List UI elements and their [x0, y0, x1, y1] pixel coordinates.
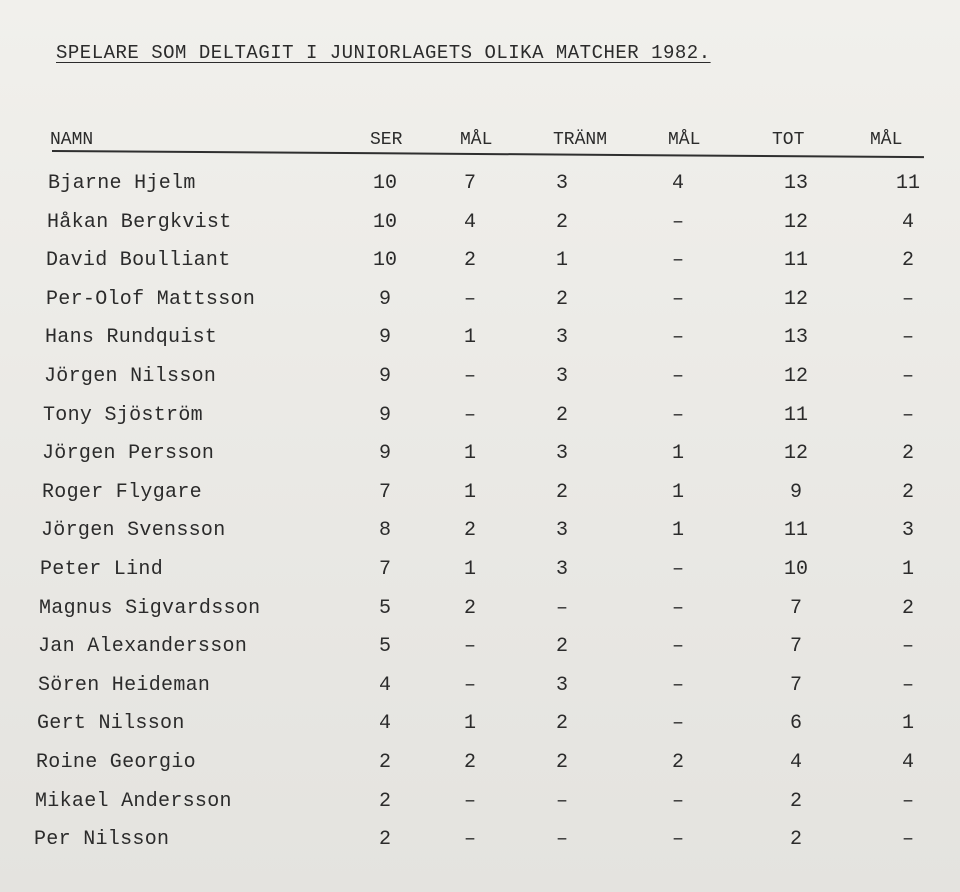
cell-tot: 2: [789, 789, 802, 813]
cell-tot: 2: [789, 828, 802, 852]
cell-tot: 12: [783, 210, 808, 234]
cell-mal2: 2: [671, 751, 684, 774]
cell-tranm: 2: [555, 712, 568, 736]
cell-tranm: 2: [555, 635, 568, 659]
cell-tot: 12: [783, 442, 808, 466]
cell-mal2: –: [671, 712, 684, 736]
player-name: Gert Nilsson: [37, 712, 185, 736]
cell-mal3: 11: [895, 172, 920, 195]
cell-mal3: –: [901, 828, 914, 852]
cell-tot: 13: [783, 326, 808, 350]
player-name: Jörgen Persson: [42, 442, 215, 466]
cell-tranm: 1: [555, 249, 568, 273]
cell-tranm: 3: [555, 519, 568, 543]
cell-tranm: –: [555, 828, 568, 852]
header-name: NAMN: [50, 130, 94, 150]
table-row: [0, 245, 960, 283]
cell-mal3: 1: [901, 712, 914, 736]
cell-tranm: 3: [555, 326, 568, 350]
cell-tot: 7: [789, 673, 802, 697]
cell-ser: 9: [378, 287, 391, 311]
cell-ser: 9: [378, 365, 391, 388]
player-name: Bjarne Hjelm: [48, 172, 196, 195]
table-row: [0, 284, 960, 322]
header-mal-2: MÅL: [668, 130, 701, 150]
cell-mal3: 2: [901, 596, 914, 620]
cell-mal1: 2: [463, 596, 476, 620]
cell-tranm: –: [555, 789, 568, 813]
cell-ser: 10: [372, 172, 397, 195]
player-name: Hans Rundquist: [45, 326, 218, 350]
cell-mal3: –: [901, 403, 914, 427]
table-row: [0, 708, 960, 746]
cell-tranm: 3: [555, 172, 568, 195]
table-row: [0, 168, 960, 206]
cell-mal1: –: [463, 673, 476, 697]
cell-mal3: –: [901, 326, 914, 350]
table-row: [0, 824, 960, 862]
cell-mal1: 1: [463, 712, 476, 736]
cell-mal2: –: [671, 403, 684, 427]
table-row: [0, 554, 960, 592]
cell-tot: 10: [783, 558, 808, 581]
cell-tot: 6: [789, 712, 802, 736]
table-row: [0, 207, 960, 245]
player-name: Håkan Bergkvist: [47, 210, 232, 234]
cell-mal3: 3: [901, 519, 914, 543]
table-header: [0, 120, 960, 154]
cell-mal1: 1: [463, 480, 476, 504]
table-row: [0, 747, 960, 785]
player-name: Mikael Andersson: [35, 789, 232, 813]
header-tot: TOT: [772, 130, 805, 150]
cell-mal1: 2: [463, 249, 476, 273]
cell-tranm: 2: [555, 751, 568, 774]
table-row: [0, 515, 960, 553]
cell-mal3: 2: [901, 249, 914, 273]
cell-ser: 2: [378, 828, 391, 852]
cell-mal1: 1: [463, 558, 476, 581]
cell-mal3: –: [901, 287, 914, 311]
cell-tranm: 2: [555, 403, 568, 427]
cell-ser: 4: [378, 673, 391, 697]
cell-tranm: 2: [555, 287, 568, 311]
cell-mal3: 4: [901, 751, 914, 774]
cell-mal3: 1: [901, 558, 914, 581]
cell-mal2: –: [671, 673, 684, 697]
cell-ser: 5: [378, 635, 391, 659]
cell-mal1: –: [463, 403, 476, 427]
table-row: [0, 400, 960, 438]
cell-mal2: 4: [671, 172, 684, 195]
cell-mal2: 1: [671, 442, 684, 466]
player-name: David Boulliant: [46, 249, 231, 273]
header-ser: SER: [370, 130, 403, 150]
cell-mal1: –: [463, 287, 476, 311]
player-name: Per Nilsson: [34, 828, 170, 852]
cell-mal1: 2: [463, 519, 476, 543]
cell-mal2: –: [671, 210, 684, 234]
cell-mal2: –: [671, 287, 684, 311]
cell-mal3: –: [901, 673, 914, 697]
cell-mal3: –: [901, 635, 914, 659]
table-row: [0, 786, 960, 824]
cell-ser: 9: [378, 442, 391, 466]
cell-mal2: –: [671, 828, 684, 852]
cell-tot: 11: [783, 403, 808, 427]
cell-tot: 12: [783, 365, 808, 388]
cell-mal1: 7: [463, 172, 476, 195]
cell-tot: 7: [789, 596, 802, 620]
cell-tot: 12: [783, 287, 808, 311]
table-row: [0, 593, 960, 631]
header-mal-1: MÅL: [460, 130, 493, 150]
cell-mal2: –: [671, 789, 684, 813]
cell-ser: 10: [372, 210, 397, 234]
table-row: [0, 670, 960, 708]
player-name: Roger Flygare: [42, 480, 202, 504]
cell-ser: 9: [378, 326, 391, 350]
cell-mal2: –: [671, 558, 684, 581]
player-name: Peter Lind: [40, 558, 164, 581]
player-name: Tony Sjöström: [43, 403, 203, 427]
cell-ser: 5: [378, 596, 391, 620]
cell-mal2: –: [671, 635, 684, 659]
table-row: [0, 322, 960, 360]
cell-ser: 4: [378, 712, 391, 736]
cell-tranm: 3: [555, 673, 568, 697]
table-row: [0, 438, 960, 476]
cell-ser: 10: [372, 249, 397, 273]
cell-mal1: 2: [463, 751, 476, 774]
document-title: SPELARE SOM DELTAGIT I JUNIORLAGETS OLIKA MATCHER 1982.: [56, 42, 711, 64]
table-row: [0, 631, 960, 669]
cell-mal1: –: [463, 789, 476, 813]
player-name: Jörgen Svensson: [41, 519, 226, 543]
cell-mal3: 4: [901, 210, 914, 234]
player-name: Roine Georgio: [36, 751, 196, 774]
cell-mal2: –: [671, 326, 684, 350]
cell-mal3: 2: [901, 442, 914, 466]
cell-mal1: 1: [463, 326, 476, 350]
table-row: [0, 361, 960, 399]
cell-mal1: 4: [463, 210, 476, 234]
player-name: Jörgen Nilsson: [44, 365, 217, 388]
cell-ser: 2: [378, 789, 391, 813]
player-name: Per-Olof Mattsson: [46, 287, 256, 311]
cell-mal1: –: [463, 828, 476, 852]
cell-mal2: 1: [671, 480, 684, 504]
cell-tot: 7: [789, 635, 802, 659]
cell-ser: 8: [378, 519, 391, 543]
cell-ser: 7: [378, 558, 391, 581]
cell-tot: 11: [783, 519, 808, 543]
cell-mal3: –: [901, 365, 914, 388]
player-name: Sören Heideman: [38, 673, 211, 697]
cell-tot: 9: [789, 480, 802, 504]
cell-tranm: 3: [555, 365, 568, 388]
cell-mal3: 2: [901, 480, 914, 504]
cell-mal2: 1: [671, 519, 684, 543]
cell-mal1: –: [463, 365, 476, 388]
cell-mal2: –: [671, 249, 684, 273]
cell-mal2: –: [671, 365, 684, 388]
cell-tranm: –: [555, 596, 568, 620]
cell-mal3: –: [901, 789, 914, 813]
cell-tranm: 2: [555, 480, 568, 504]
cell-tranm: 3: [555, 442, 568, 466]
header-tranm: TRÄNM: [553, 130, 608, 150]
table-row: [0, 477, 960, 515]
cell-tot: 11: [783, 249, 808, 273]
player-name: Magnus Sigvardsson: [39, 596, 261, 620]
cell-mal1: –: [463, 635, 476, 659]
cell-ser: 2: [378, 751, 391, 774]
cell-tranm: 2: [555, 210, 568, 234]
player-name: Jan Alexandersson: [38, 635, 248, 659]
cell-ser: 7: [378, 480, 391, 504]
cell-tot: 13: [783, 172, 808, 195]
header-mal-3: MÅL: [870, 130, 903, 150]
cell-tot: 4: [789, 751, 802, 774]
cell-mal2: –: [671, 596, 684, 620]
cell-mal1: 1: [463, 442, 476, 466]
cell-ser: 9: [378, 403, 391, 427]
cell-tranm: 3: [555, 558, 568, 581]
